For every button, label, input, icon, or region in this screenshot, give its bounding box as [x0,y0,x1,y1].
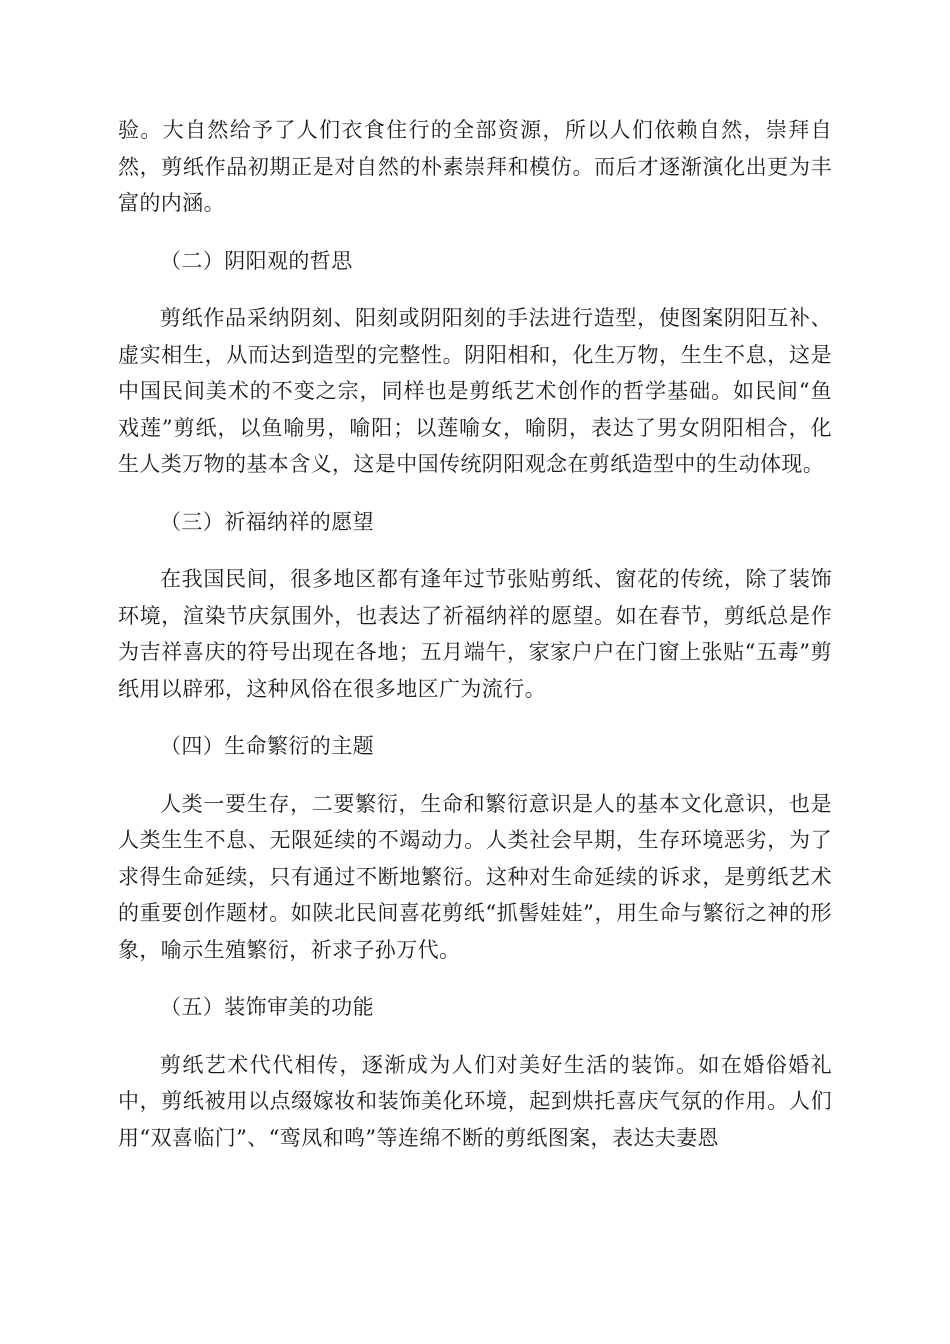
paragraph-blessing: 在我国民间，很多地区都有逢年过节张贴剪纸、窗花的传统，除了装饰环境，渲染节庆氛围外，也表达了祈福纳祥的愿望。如在春节，剪纸总是作为吉祥喜庆的符号出现在各地；五月端午，家家户户在门窗上张贴“五毒”剪纸用以辟邪，这种风俗在很多地区广为流行。 [118,567,832,701]
paragraph-intro-continuation: 验。大自然给予了人们衣食住行的全部资源，所以人们依赖自然，崇拜自然，剪纸作品初期正是对自然的朴素崇拜和模仿。而后才逐渐演化出更为丰富的内涵。 [118,118,832,215]
document-page [118,112,832,1177]
paragraph-reproduction: 人类一要生存，二要繁衍，生命和繁衍意识是人的基本文化意识，也是人类生生不息、无限延续的不竭动力。人类社会早期，生存环境恶劣，为了求得生命延续，只有通过不断地繁衍。这种对生命延续的诉求，是剪纸艺术的重要创作题材。如陕北民间喜花剪纸“抓髻娃娃”，用生命与繁衍之神的形象，喻示生殖繁衍，祈求子孙万代。 [118,791,832,962]
paragraph-decoration: 剪纸艺术代代相传，逐渐成为人们对美好生活的装饰。如在婚俗婚礼中，剪纸被用以点缀嫁妆和装饰美化环境，起到烘托喜庆气氛的作用。人们用“双喜临门”、“鸾凤和鸣”等连绵不断的剪纸图案，表达夫妻恩 [118,1052,832,1150]
paragraph-yin-yang: 剪纸作品采纳阴刻、阳刻或阴阳刻的手法进行造型，使图案阴阳互补、虚实相生，从而达到造型的完整性。阴阳相和，化生万物，生生不息，这是中国民间美术的不变之宗，同样也是剪纸艺术创作的哲学基础。如民间“鱼戏莲”剪纸，以鱼喻男，喻阳；以莲喻女，喻阴，表达了男女阴阳相合，化生人类万物的基本含义，这是中国传统阴阳观念在剪纸造型中的生动体现。 [118,306,832,476]
section-heading-decoration: （五）装饰审美的功能 [160,995,374,1019]
section-heading-yin-yang: （二）阴阳观的哲思 [160,248,353,273]
section-heading-reproduction: （四）生命繁衍的主题 [160,734,374,758]
section-heading-blessing: （三）祈福纳祥的愿望 [160,509,374,534]
